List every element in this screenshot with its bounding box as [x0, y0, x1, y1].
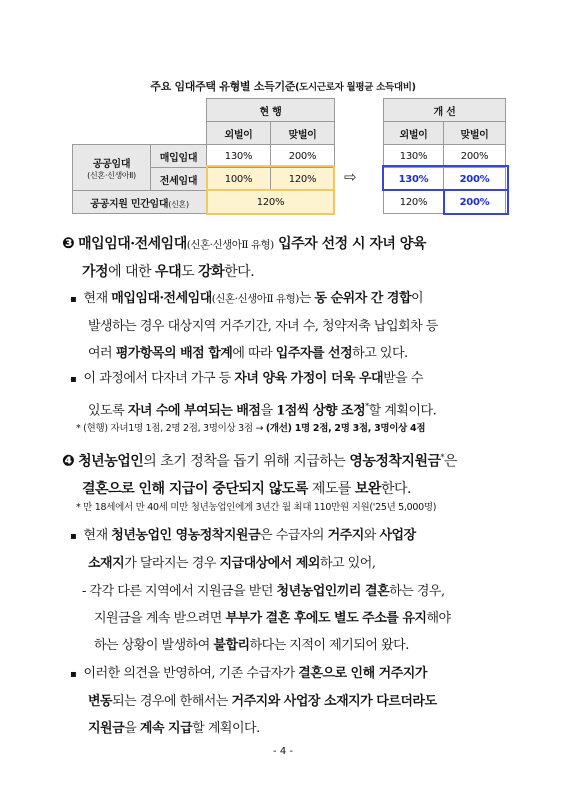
cell-private-new-dual: 200% — [444, 191, 506, 214]
section-3-bullet-2: ▪ 이 과정에서 다자녀 가구 등 자녀 양육 가정이 더욱 우대받을 수 있도록 자녀 수에 부여되는 배점을 1점씩 상향 조정*할 계획이다. — [70, 371, 437, 419]
cell-private-current: 120% — [207, 191, 335, 214]
section-3-heading: ❸ 매입임대·전세임대(신혼·신생아Ⅱ 유형) 입주자 선정 시 자녀 양육 가정에 대한 우대도 강화한다. — [62, 234, 426, 280]
row-group-public-rental — [73, 145, 151, 191]
col-dual-current: 맞벌이 — [271, 122, 335, 145]
improved-criteria-table — [383, 98, 506, 214]
col-single-current: 외벌이 — [207, 122, 271, 145]
cell-private-new-single: 120% — [384, 191, 444, 214]
private-rental-label: 공공지원 민간임대 — [90, 198, 169, 210]
cell-lease-new-dual: 200% — [444, 168, 506, 191]
current-criteria-table — [72, 98, 335, 214]
cell-purchase-new-dual: 200% — [444, 145, 506, 168]
col-dual-improved: 맞벌이 — [444, 122, 506, 145]
table-caption-main: 주요 임대주택 유형별 소득기준 — [150, 80, 296, 93]
table-caption — [0, 78, 566, 94]
table-caption-sub: (도시근로자 월평균 소득대비) — [295, 82, 416, 93]
section-3-footnote: * (현행) 자녀1명 1점, 2명 2점, 3명이상 3점 → (개선) 1명 2점, 2명 3점, 3명이상 4점 — [76, 423, 426, 434]
cell-lease-current-dual: 120% — [271, 168, 335, 191]
cell-purchase-current-dual: 200% — [271, 145, 335, 168]
public-rental-sub-label: (신혼·신생아Ⅱ) — [87, 170, 136, 180]
section-4-bullet-2: ▪ 이러한 의견을 반영하여, 기존 수급자가 결혼으로 인해 거주지가 변동되는 경우에 한해서는 거주지와 사업장 소재지가 다르더라도 지원금을 계속 지급할 계획이다. — [70, 666, 437, 736]
row-label-lease-rental: 전세임대 — [151, 168, 207, 191]
section-3-number: ❸ — [62, 234, 75, 252]
page-number: - 4 - — [273, 746, 293, 757]
header-improved: 개 선 — [384, 99, 506, 122]
row-label-purchase-rental: 매입임대 — [151, 145, 207, 168]
section-4-footnote: * 만 18세에서 만 40세 미만 청년농업인에게 3년간 월 최대 110만원 지원('25년 5,000명) — [76, 502, 437, 513]
cell-lease-new-single: 130% — [384, 168, 444, 191]
private-rental-sub-label: (신혼) — [168, 199, 189, 209]
cell-lease-current-single: 100% — [207, 168, 271, 191]
public-rental-label: 공공임대 — [92, 158, 131, 170]
section-4-dash-item: - 각각 다른 지역에서 지원금을 받던 청년농업인끼리 결혼하는 경우, 지원금을 계속 받으려면 부부가 결혼 후에도 별도 주소를 유지해야 하는 상황이 발생하여 불합리하다는 지적이 제기되어 왔다. — [82, 584, 451, 653]
section-4-number: ❹ — [62, 451, 75, 470]
section-4-heading: ❹ 청년농업인의 초기 정착을 돕기 위해 지급하는 영농정착지원금*은 결혼으로 인해 지급이 중단되지 않도록 제도를 보완한다. — [62, 451, 458, 497]
col-single-improved: 외벌이 — [384, 122, 444, 145]
section-3-bullet-1: ▪ 현재 매입임대·전세임대(신혼·신생아Ⅱ 유형)는 동 순위자 간 경합이 발생하는 경우 대상지역 거주기간, 자녀 수, 청약저축 납입회차 등 여러 평가항목의 배점 합계에 따라 입주자를 선정하고 있다. — [70, 291, 438, 361]
change-arrow-icon: ⇨ — [344, 168, 357, 186]
row-label-private-rental — [73, 191, 207, 214]
header-current: 현 행 — [207, 99, 335, 122]
cell-purchase-current-single: 130% — [207, 145, 271, 168]
cell-purchase-new-single: 130% — [384, 145, 444, 168]
section-4-bullet-1: ▪ 현재 청년농업인 영농정착지원금은 수급자의 거주지와 사업장 소재지가 달라지는 경우 지급대상에서 제외하고 있어, — [70, 528, 416, 571]
